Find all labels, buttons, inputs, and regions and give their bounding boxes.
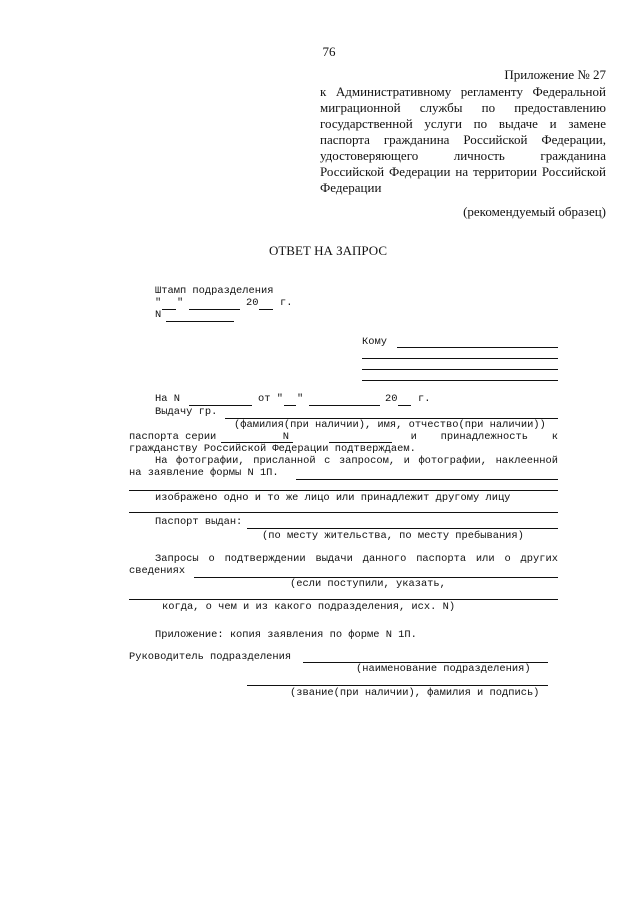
appendix-line: паспорта гражданина Российской Федерации, xyxy=(320,132,606,147)
issued-hint: (по месту жительства, по месту пребывания) xyxy=(262,530,524,542)
appendix-title: Приложение № 27 xyxy=(504,67,606,82)
issued-label: Паспорт выдан: xyxy=(155,516,243,528)
photo-form-line: на заявление формы N 1П. xyxy=(129,467,279,479)
photo-result-field[interactable] xyxy=(129,490,558,491)
sample-note: (рекомендуемый образец) xyxy=(463,204,606,219)
stamp-day-field[interactable] xyxy=(162,309,176,310)
stamp-label: Штамп подразделения xyxy=(155,285,274,297)
requests-row: Запросы о подтверждении выдачи данного паспорта или о других xyxy=(155,553,558,565)
stamp-year-prefix: 20 xyxy=(246,297,259,309)
request-day-field[interactable] xyxy=(284,405,296,406)
stamp-quote-close: " xyxy=(177,297,184,309)
stamp-month-field[interactable] xyxy=(189,309,240,310)
head-department-hint: (наименование подразделения) xyxy=(356,663,531,675)
page-number: 76 xyxy=(322,44,336,59)
appendix-line: государственной услуги по выдаче и замене xyxy=(320,116,606,131)
passport-series-row: паспорта серии N и принадлежность к xyxy=(129,431,558,443)
request-quote-close: " xyxy=(297,393,304,405)
request-year-prefix: 20 xyxy=(385,393,398,405)
stamp-quote-open: " xyxy=(155,297,162,309)
appendix-line: миграционной службы по предоставлению xyxy=(320,100,606,115)
head-signature-hint: (звание(при наличии), фамилия и подпись) xyxy=(290,687,540,699)
stamp-year-field[interactable] xyxy=(259,309,273,310)
head-signature-field[interactable] xyxy=(247,685,548,686)
appendix-line: Российской Федерации на территории Российской xyxy=(320,164,606,179)
requests-hint-1: (если поступили, указать, xyxy=(290,578,446,590)
recipient-field[interactable] xyxy=(362,369,558,370)
document-title: ОТВЕТ НА ЗАПРОС xyxy=(268,243,388,258)
requests-info-label: сведениях xyxy=(129,565,186,577)
request-month-field[interactable] xyxy=(309,405,380,406)
request-year-suffix: г. xyxy=(418,393,431,405)
stamp-number-field[interactable] xyxy=(166,321,234,322)
photo-result-field[interactable] xyxy=(296,479,558,480)
appendix-line: Федерации xyxy=(320,180,382,195)
citizen-name-hint: (фамилия(при наличии), имя, отчество(при наличии)) xyxy=(234,419,546,431)
issued-field[interactable] xyxy=(247,528,558,529)
recipient-label: Кому xyxy=(362,336,387,348)
attachment-note: Приложение: копия заявления по форме N 1П. xyxy=(155,629,417,641)
stamp-number-label: N xyxy=(155,309,162,321)
requests-hint-2: когда, о чем и из какого подразделения, исх. N) xyxy=(162,601,456,613)
requests-field[interactable] xyxy=(129,599,558,600)
appendix-line: удостоверяющего личность гражданина xyxy=(320,148,606,163)
request-year-field[interactable] xyxy=(398,405,411,406)
request-date-label: от " xyxy=(258,393,283,405)
citizenship-confirmation: гражданству Российской Федерации подтверждаем. xyxy=(129,443,416,455)
request-number-label: На N xyxy=(155,393,180,405)
photo-hint: изображено одно и то же лицо или принадлежит другому лицу xyxy=(155,492,511,504)
photo-result-field[interactable] xyxy=(129,512,558,513)
stamp-year-suffix: г. xyxy=(280,297,293,309)
head-label: Руководитель подразделения xyxy=(129,651,292,663)
recipient-field[interactable] xyxy=(362,380,558,381)
issuance-label: Выдачу гр. xyxy=(155,406,218,418)
photo-row: На фотографии, присланной с запросом, и фотографии, наклеенной xyxy=(155,455,558,467)
recipient-field[interactable] xyxy=(362,358,558,359)
appendix-line: к Административному регламенту Федеральной xyxy=(320,84,606,99)
recipient-field[interactable] xyxy=(397,347,558,348)
